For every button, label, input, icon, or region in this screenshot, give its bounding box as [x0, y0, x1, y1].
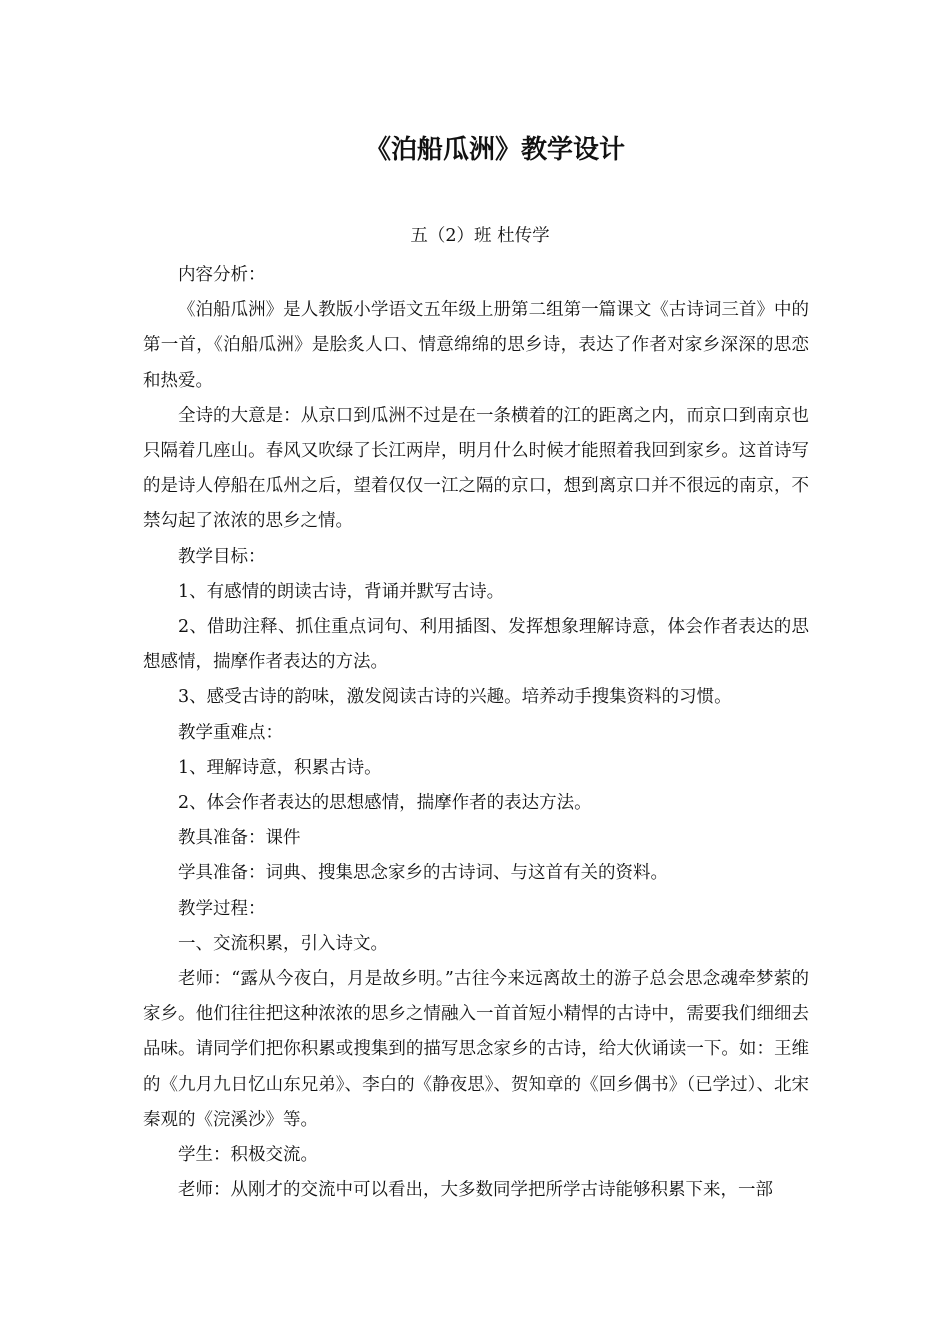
list-item: 3、感受古诗的韵味，激发阅读古诗的兴趣。培养动手搜集资料的习惯。 [178, 687, 732, 708]
paragraph: 学生：积极交流。 [178, 1145, 318, 1166]
student-materials: 学具准备：词典、搜集思念家乡的古诗词、与这首有关的资料。 [178, 863, 668, 884]
document-author: 五（2）班 杜传学 [410, 226, 550, 246]
teaching-aids: 教具准备：课件 [178, 828, 301, 849]
paragraph: 《泊船瓜洲》是人教版小学语文五年级上册第二组第一篇课文《古诗词三首》中的第一首，《泊船瓜洲》是脍炙人口、情意绵绵的思乡诗，表达了作者对家乡深深的思恋和热爱。 [143, 300, 809, 391]
list-item: 1、有感情的朗读古诗，背诵并默写古诗。 [178, 581, 505, 602]
section-heading-key-points: 教学重难点： [178, 722, 283, 743]
list-item: 2、借助注释、抓住重点词句、利用插图、发挥想象理解诗意，体会作者表达的思想感情，揣摩作者表达的方法。 [143, 617, 809, 673]
list-item: 1、理解诗意，积累古诗。 [178, 757, 382, 778]
document-body [143, 258, 809, 1208]
paragraph: 老师：“露从今夜白，月是故乡明。”古往今来远离故土的游子总会思念魂牵梦萦的家乡。他们往往把这种浓浓的思乡之情融入一首首短小精悍的古诗中，需要我们细细去品味。请同学们把你积累或搜集到的描写思念家乡的古诗，给大伙诵读一下。如：王维的《九月九日忆山东兄弟》、李白的《静夜思》、贺知章的《回乡偶书》（已学过）、北宋秦观的《浣溪沙》等。 [143, 969, 809, 1130]
section-heading-teaching-goals: 教学目标： [178, 546, 266, 567]
document-title: 《泊船瓜洲》教学设计 [364, 135, 625, 165]
section-heading-teaching-process: 教学过程： [178, 898, 266, 919]
step-heading: 一、交流积累，引入诗文。 [178, 933, 388, 954]
paragraph: 老师：从刚才的交流中可以看出，大多数同学把所学古诗能够积累下来，一部 [178, 1180, 773, 1201]
paragraph: 全诗的大意是：从京口到瓜洲不过是在一条横着的江的距离之内，而京口到南京也只隔着几座山。春风又吹绿了长江两岸，明月什么时候才能照着我回到家乡。这首诗写的是诗人停船在瓜州之后，望着仅仅一江之隔的京口，想到离京口并不很远的南京，不禁勾起了浓浓的思乡之情。 [143, 405, 809, 532]
section-heading-content-analysis: 内容分析： [178, 265, 266, 285]
list-item: 2、体会作者表达的思想感情，揣摩作者的表达方法。 [178, 793, 592, 814]
